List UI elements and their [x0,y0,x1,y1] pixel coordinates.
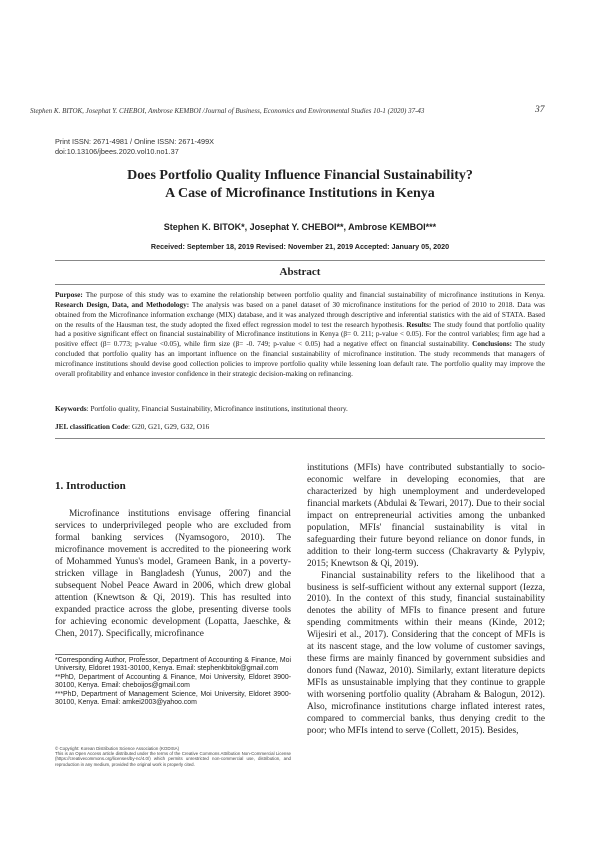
doi-line[interactable]: doi:10.13106/jbees.2020.vol10.no1.37 [55,147,179,156]
license-text: This is an Open Access article distributed under the terms of the Creative Commons Attribution Non-Commercial License (https://creativecommons.org/licenses/by-nc/4.0/) which permits unrestricted non-commercial use, distribution, and reproduction in any medium, provided the original work is properly cited. [55,751,291,767]
purpose-text: The purpose of this study was to examine the relationship between portfolio quality and financial sustainability of microfinance institutions in Kenya. [82,291,545,299]
keywords [55,404,545,413]
copyright-notice [55,746,291,767]
title-line-2: A Case of Microfinance Institutions in Kenya [165,186,435,201]
author-list: Stephen K. BITOK*, Josephat Y. CHEBOI**, Ambrose KEMBOI*** [163,222,437,232]
running-head: Stephen K. BITOK, Josephat Y. CHEBOI, Ambrose KEMBOI /Journal of Business, Economics and Environmental Studies 10-1 (2020) 37-43 [30,107,425,115]
keywords-text: : Portfolio quality, Financial Sustainability, Microfinance institutions, institutional theory. [86,404,348,413]
copyright-line: © Copyright: Korean Distribution Science Association (KODISA) [55,746,180,751]
results-label: Results: [406,320,432,329]
abstract-top-rule [55,260,545,261]
right-column-paragraph-2: Financial sustainability refers to the likelihood that a business is self-sufficient without any external support (Iezza, 2010). In the context of this study, financial sustainability denotes the ability of MFIs to finance present and future spending commitments within their means (Kinde, 2012; Wijesiri et al., 2017). Considering that the concept of MFIs is at its nascent stage, and the low volume of customer savings, these firms are mainly financed by government subsidies and donors fund (Nawaz, 2010). Similarly, extant literature depicts MFIs as unsustainable implying that they continue to grapple with worsening portfolio quality (Abraham & Balogun, 2012). Also, microfinance institutions charge inflated interest rates, compared to commercial banks, thus denying credit to the poor; who MFIs intend to serve (Collett, 2015). Besides, [307,570,545,736]
right-column-paragraph-1: institutions (MFIs) have contributed substantially to socio-economic welfare in developing economies, that are characterized by high unemployment and underdeveloped financial markets (Abdulai & Tewari, 2017). Due to their social impact on entrepreneurial activities among the unbanked population, MFIs' financial sustainability is vital in safeguarding their future beyond reliance on donor funds, in addition to their long-term success (Chakravarty & Pylypiv, 2015; Knewtson & Qi, 2019). [307,463,545,569]
abstract-bottom-rule [55,438,545,439]
footnote-rule [55,654,145,655]
jel-label: JEL classification Code [55,422,128,431]
design-label: Research Design, Data, and Methodology: [55,300,190,309]
abstract-heading: Abstract [279,266,321,278]
abstract-heading-rule [55,284,545,285]
paper-title [0,167,600,203]
footnote-corresponding-author: *Corresponding Author, Professor, Department of Accounting & Finance, Moi University, Eldoret 1931-30100, Kenya. Email: stephenkbitok@gmail.com [55,657,291,673]
footnote-third-author: ***PhD, Department of Management Science, Moi University, Eldoret 3900-30100, Kenya. Email: amkei2003@yahoo.com [55,690,291,707]
results-text: The study found that portfolio quality had a positive significant effect on financial sustainability of Microfinance institutions in Kenya (β= 0. 211; p-value < 0.05). For the control variables; firm age had a positive effect (β= 0.773; p-value <0.05), while firm size (β= -0. 749; p-value < 0.05) had a negative effect on financial sustainability. [55,320,545,349]
jel-text: : G20, G21, G29, G32, O16 [127,422,210,431]
design-text: The analysis was based on a panel dataset of 30 microfinance institutions for the period of 2010 to 2018. Data was obtained from the Microfinance information exchange (MIX) database, and it was analyzed through descriptive and inferential statistics with the aid of STATA. Based on the results of the Hausman test, the study adopted the fixed effect regression model to test the research hypothesis. [55,300,546,329]
issn-block [55,137,214,157]
conclusions-text: The study concluded that portfolio quality has an important influence on the financial sustainability of microfinance institution. The study recommends that managers of microfinance institutions should devise good collection policies to improve portfolio quality while lessening loan default rate. The portfolio quality may improve the overall profitability and enhance investor confidence in their strategic decision-making on refinancing. [55,340,545,378]
submission-dates: Received: September 18, 2019 Revised: November 21, 2019 Accepted: January 05, 2020 [150,242,450,251]
jel-codes [55,422,545,431]
footnotes [55,657,291,707]
left-column-text: Microfinance institutions envisage offering financial services to underprivileged people who are excluded from formal banking services (Nyamsogoro, 2010). The microfinance movement is accredited to the pioneering work of Mohammed Yunus's model, Grameen Bank, in a poverty-stricken village in Bangladesh (Yunus, 2007) and the subsequent Nobel Peace Award in 2006, which drew global attention (Knewtson & Qi, 2019). This has resulted into expanded practice across the globe, presenting diverse tools for achieving economic development (Lopatta, Jaeschke, & Chen, 2017). Specifically, microfinance [55,509,291,639]
right-column [307,463,545,738]
section-heading-introduction: 1. Introduction [55,480,126,492]
footnote-second-author: **PhD, Department of Accounting & Finance, Moi University, Eldoret 3900-30100, Kenya. Email: cheboijos@gmail.com [55,673,291,690]
keywords-label: Keywords [55,404,87,413]
conclusions-label: Conclusions: [472,340,512,349]
purpose-label: Purpose: [55,291,83,299]
issn-line: Print ISSN: 2671-4981 / Online ISSN: 2671-499X [55,137,215,146]
page-number: 37 [535,105,545,115]
title-line-1: Does Portfolio Quality Influence Financial Sustainability? [127,168,473,183]
abstract-body [55,291,545,380]
